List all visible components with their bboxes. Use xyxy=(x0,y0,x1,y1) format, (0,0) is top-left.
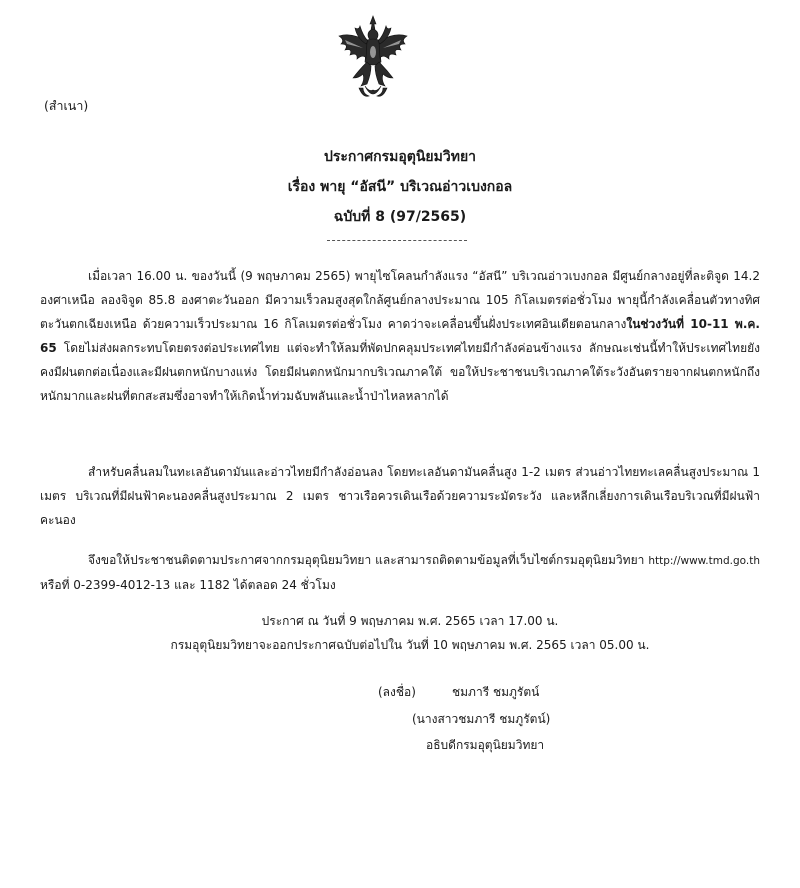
signatory-position: อธิบดีกรมอุตุนิยมวิทยา xyxy=(426,738,545,752)
paragraph-text: หรือที่ 0-2399-4012-13 และ 1182 ได้ตลอด 24 ชั่วโมง xyxy=(40,578,336,592)
website-link[interactable]: http://www.tmd.go.th xyxy=(648,555,760,567)
paragraph-text: สำหรับคลื่นลมในทะเลอันดามันและอ่าวไทยมีกำลังอ่อนลง โดยทะเลอันดามันคลื่นสูง 1-2 เมตร ส่วนอ่าวไทยทะเลคลื่นสูงประมาณ 1 เมตร บริเวณที่มีฝนฟ้าคะนองคลื่นสูงประมาณ 2 เมตร ชาวเรือควรเดินเรือด้วยความระมัดระวัง และหลีกเลี่ยงการเดินเรือบริเวณที่มีฝนฟ้าคะนอง xyxy=(40,465,760,527)
paragraph-text: โดยไม่ส่งผลกระทบโดยตรงต่อประเทศไทย แต่จะทำให้ลมที่พัดปกคลุมประเทศไทยมีกำลังค่อนข้างแรง ลักษณะเช่นนี้ทำให้ประเทศไทยยังคงมีฝนตกต่อเนื่องและมีฝนตกหนักบางแห่ง โดยมีฝนตกหนักมากบริเวณภาคใต้ ขอให้ประชาชนบริเวณภาคใต้ระวังอันตรายจากฝนตกหนักถึงหนักมากและฝนที่ตกสะสมซึ่งอาจทำให้เกิดน้ำท่วมฉับพลันและน้ำป่าไหลหลากได้ xyxy=(40,341,760,403)
signature-name: ชมภารี ชมภูรัตน์ xyxy=(452,685,540,699)
paragraph-sea-conditions xyxy=(40,460,760,532)
document-subject: เรื่อง พายุ “อัสนี” บริเวณอ่าวเบงกอล xyxy=(287,179,513,195)
signatory-full-name: (นางสาวชมภารี ชมภูรัตน์) xyxy=(412,712,551,726)
document-title: ประกาศกรมอุตุนิยมวิทยา xyxy=(323,149,477,165)
paragraph-storm-details xyxy=(40,264,760,408)
next-issue-notice: กรมอุตุนิยมวิทยาจะออกประกาศฉบับต่อไปใน วันที่ 10 พฤษภาคม พ.ศ. 2565 เวลา 05.00 น. xyxy=(170,638,650,652)
signature-label: (ลงชื่อ) xyxy=(378,685,416,699)
highlighted-date-range: ในช่วงวันที่ 10-11 พ.ค. 65 xyxy=(40,317,760,355)
copy-mark: (สำเนา) xyxy=(44,98,89,113)
garuda-emblem-icon xyxy=(333,14,413,104)
paragraph-text: จึงขอให้ประชาชนติดตามประกาศจากกรมอุตุนิยมวิทยา และสามารถติดตามข้อมูลที่เว็บไซต์กรมอุตุนิยมวิทยา xyxy=(88,553,649,567)
document-issue-number: ฉบับที่ 8 (97/2565) xyxy=(333,209,467,225)
announcement-date: ประกาศ ณ วันที่ 9 พฤษภาคม พ.ศ. 2565 เวลา 17.00 น. xyxy=(261,614,559,628)
paragraph-contact-info xyxy=(40,548,760,597)
paragraph-text: เมื่อเวลา 16.00 น. ของวันนี้ (9 พฤษภาคม 2565) พายุไซโคลนกำลังแรง “อัสนี” บริเวณอ่าวเบงกอล มีศูนย์กลางอยู่ที่ละติจูด 14.2 องศาเหนือ ลองจิจูด 85.8 องศาตะวันออก มีความเร็วลมสูงสุดใกล้ศูนย์กลางประมาณ 105 กิโลเมตรต่อชั่วโมง พายุนี้กำลังเคลื่อนตัวทางทิศตะวันตกเฉียงเหนือ ด้วยความเร็วประมาณ 16 กิโลเมตรต่อชั่วโมง คาดว่าจะเคลื่อนขึ้นฝั่งประเทศอินเดียตอนกลาง xyxy=(40,269,760,331)
divider xyxy=(327,240,467,241)
